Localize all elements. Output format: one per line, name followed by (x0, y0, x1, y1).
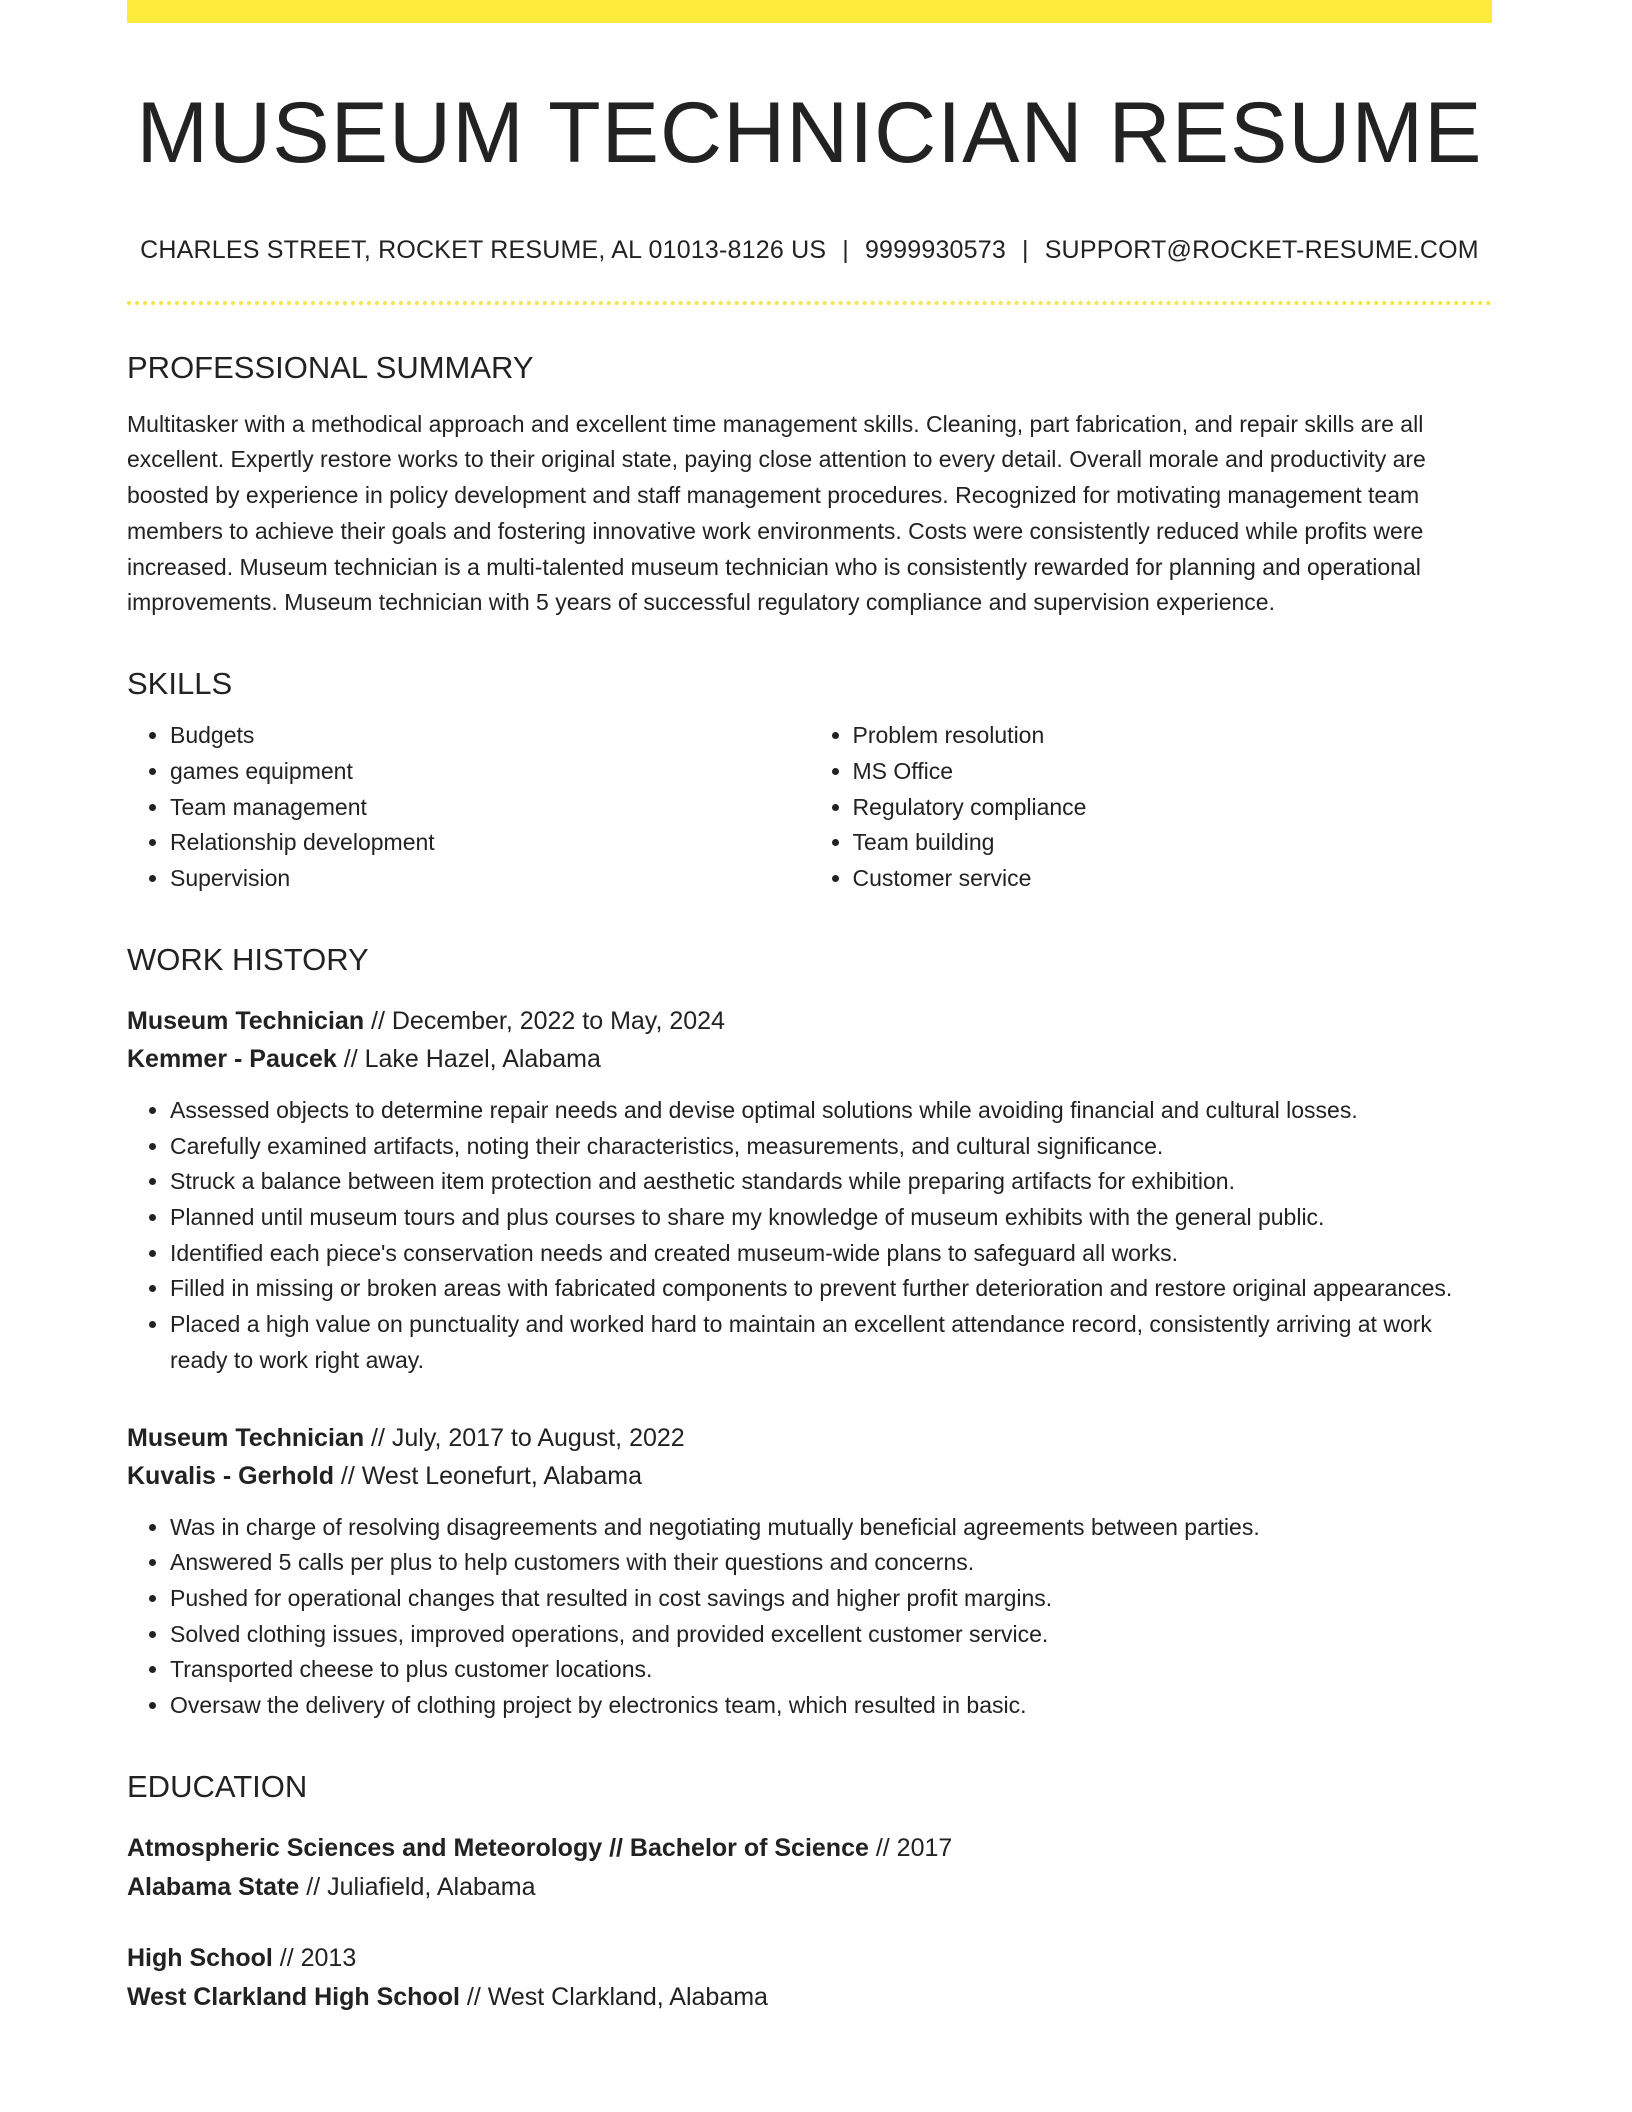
page-title: MUSEUM TECHNICIAN RESUME (136, 85, 1483, 181)
job-title: Museum Technician (127, 1006, 365, 1035)
skill-item: • games equipment (170, 754, 810, 790)
education-school-line (127, 1978, 1492, 2017)
summary-text: Multitasker with a methodical approach and excellent time management skills. Cleaning, part fabrication, and repair skills are all excellent. Expertly restore works to their original state, paying close attention to every detail. Overall morale and productivity are boosted by experience in policy development and staff management procedures. Recognized for motivating management team members to achieve their goals and fostering innovative work environments. Costs were consistently reduced while profits were increased. Museum technician is a multi-talented museum technician who is consistently rewarded for planning and operational improvements. Museum technician with 5 years of successful regulatory compliance and supervision experience. (127, 410, 1426, 616)
education-entry (127, 1829, 1492, 1907)
skill-item: • Team management (170, 790, 810, 826)
job-company: Kuvalis - Gerhold (127, 1461, 334, 1490)
job-bullet: • Transported cheese to plus customer locations. (170, 1652, 1492, 1688)
job-location: // Lake Hazel, Alabama (336, 1044, 601, 1073)
dotted-divider (127, 301, 1492, 305)
job-bullet: • Answered 5 calls per plus to help customers with their questions and concerns. (170, 1545, 1492, 1581)
education-degree-line (127, 1939, 1492, 1978)
skill-item: • Customer service (853, 861, 1493, 897)
education-year: // 2017 (868, 1833, 953, 1862)
job-bullet: • Filled in missing or broken areas with fabricated components to prevent further deterioration and restore original appearances. (170, 1271, 1492, 1307)
job-dates: // July, 2017 to August, 2022 (364, 1423, 685, 1452)
summary-section (127, 349, 1492, 621)
skills-columns (127, 718, 1492, 897)
job-bullet: • Planned until museum tours and plus courses to share my knowledge of museum exhibits with the general public. (170, 1200, 1492, 1236)
job-bullet: • Oversaw the delivery of clothing project by electronics team, which resulted in basic. (170, 1688, 1492, 1724)
contact-phone: 9999930573 (864, 235, 1006, 264)
skill-item: • Relationship development (170, 825, 810, 861)
job-bullet: • Pushed for operational changes that resulted in cost savings and higher profit margins. (170, 1581, 1492, 1617)
skill-item: • MS Office (853, 754, 1493, 790)
education-year: // 2013 (272, 1943, 357, 1972)
skill-item: • Supervision (170, 861, 810, 897)
skills-list-left (127, 718, 810, 897)
job-company-line (127, 1040, 1492, 1078)
contact-address: CHARLES STREET, ROCKET RESUME, AL 01013-8126 US (140, 235, 827, 264)
skills-list-right (810, 718, 1493, 897)
job-entry (127, 1419, 1492, 1724)
skill-item: • Team building (853, 825, 1493, 861)
contact-email: SUPPORT@ROCKET-RESUME.COM (1044, 235, 1479, 264)
job-bullets (127, 1510, 1492, 1724)
education-degree: High School (127, 1943, 273, 1972)
accent-top-bar (127, 0, 1492, 23)
job-dates: // December, 2022 to May, 2024 (364, 1006, 725, 1035)
job-title-line (127, 1002, 1492, 1040)
education-entry (127, 1939, 1492, 2017)
job-bullet: • Assessed objects to determine repair needs and devise optimal solutions while avoiding financial and cultural losses. (170, 1093, 1492, 1129)
contact-separator: | (1021, 235, 1029, 264)
education-location: // Juliafield, Alabama (299, 1872, 536, 1901)
contact-line (127, 236, 1492, 265)
skills-section (127, 665, 1492, 897)
education-degree: Atmospheric Sciences and Meteorology // Bachelor of Science (127, 1833, 869, 1862)
job-bullets (127, 1093, 1492, 1379)
skill-item: • Regulatory compliance (853, 790, 1493, 826)
education-section (127, 1768, 1492, 2017)
job-bullet: • Placed a high value on punctuality and worked hard to maintain an excellent attendance record, consistently arriving at work ready to work right away. (170, 1307, 1492, 1378)
contact-separator: | (842, 235, 849, 264)
job-title: Museum Technician (127, 1423, 365, 1452)
job-bullet: • Solved clothing issues, improved operations, and provided excellent customer service. (170, 1617, 1492, 1653)
education-school: Alabama State (127, 1872, 300, 1901)
skill-item: • Problem resolution (853, 718, 1493, 754)
education-school: West Clarkland High School (127, 1982, 460, 2011)
education-heading: EDUCATION (127, 1768, 308, 1804)
job-location: // West Leonefurt, Alabama (333, 1461, 643, 1490)
job-title-line (127, 1419, 1492, 1457)
education-school-line (127, 1868, 1492, 1907)
work-history-heading: WORK HISTORY (127, 941, 369, 977)
work-history-section (127, 941, 1492, 1724)
job-bullet: • Was in charge of resolving disagreements and negotiating mutually beneficial agreements between parties. (170, 1510, 1492, 1546)
job-entry (127, 1002, 1492, 1379)
job-bullet: • Identified each piece's conservation needs and created museum-wide plans to safeguard all works. (170, 1236, 1492, 1272)
skill-item: • Budgets (170, 718, 810, 754)
education-location: // West Clarkland, Alabama (459, 1982, 768, 2011)
job-company-line (127, 1457, 1492, 1495)
resume-page (127, 0, 1492, 2017)
job-bullet: • Struck a balance between item protection and aesthetic standards while preparing artifacts for exhibition. (170, 1164, 1492, 1200)
job-bullet: • Carefully examined artifacts, noting their characteristics, measurements, and cultural significance. (170, 1129, 1492, 1165)
summary-heading: PROFESSIONAL SUMMARY (127, 349, 534, 385)
skills-heading: SKILLS (127, 666, 233, 701)
job-company: Kemmer - Paucek (127, 1044, 337, 1073)
education-degree-line (127, 1829, 1492, 1868)
